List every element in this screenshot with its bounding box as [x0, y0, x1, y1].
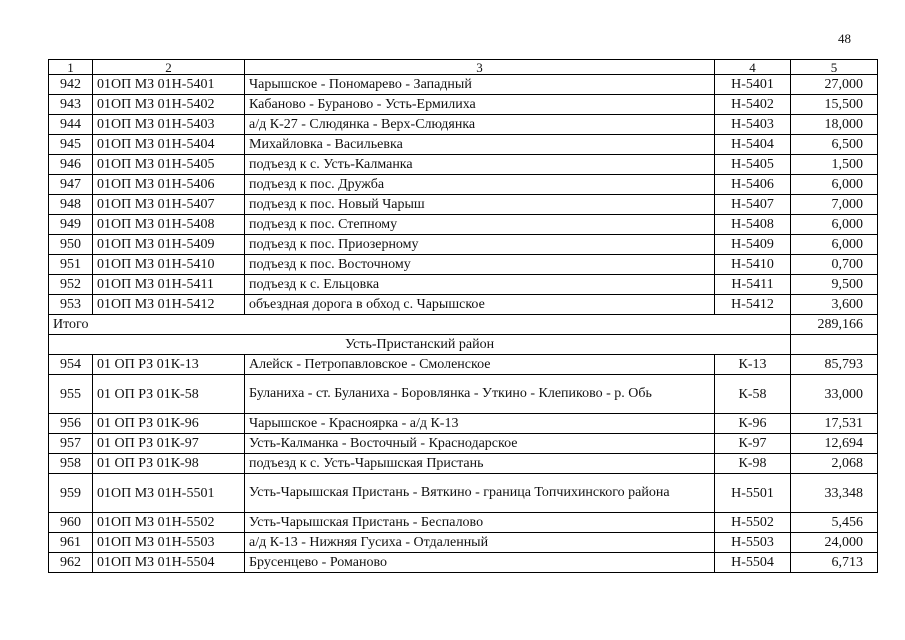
road-id: К-96: [715, 414, 791, 434]
road-id: Н-5412: [715, 295, 791, 315]
road-code: 01ОП МЗ 01Н-5404: [93, 135, 245, 155]
table-row: [49, 155, 878, 175]
table-row: [49, 454, 878, 474]
column-header: 5: [791, 60, 878, 75]
road-code: 01 ОП РЗ 01К-58: [93, 375, 245, 414]
road-name: подъезд к с. Усть-Чарышская Пристань: [245, 454, 715, 474]
road-name: Алейск - Петропавловское - Смоленское: [245, 355, 715, 375]
road-name: подъезд к с. Усть-Калманка: [245, 155, 715, 175]
road-name: Михайловка - Васильевка: [245, 135, 715, 155]
road-id: Н-5410: [715, 255, 791, 275]
road-code: 01ОП МЗ 01Н-5412: [93, 295, 245, 315]
section-title: Усть-Пристанский район: [49, 335, 791, 355]
row-number: 953: [49, 295, 93, 315]
road-code: 01 ОП РЗ 01К-13: [93, 355, 245, 375]
row-number: 949: [49, 215, 93, 235]
empty-cell: [791, 335, 878, 355]
table-row: [49, 215, 878, 235]
road-name: Буланиха - ст. Буланиха - Боровлянка - Уткино - Клепиково - р. Обь: [245, 375, 715, 414]
road-id: Н-5404: [715, 135, 791, 155]
road-code: 01 ОП РЗ 01К-96: [93, 414, 245, 434]
road-length: 12,694: [791, 434, 878, 454]
road-length: 9,500: [791, 275, 878, 295]
road-length: 6,000: [791, 175, 878, 195]
road-name: объездная дорога в обход с. Чарышское: [245, 295, 715, 315]
table-row: [49, 195, 878, 215]
road-name: Усть-Чарышская Пристань - Вяткино - граница Топчихинского района: [245, 474, 715, 513]
road-name: Кабаново - Бураново - Усть-Ермилиха: [245, 95, 715, 115]
table-row: [49, 75, 878, 95]
road-length: 33,348: [791, 474, 878, 513]
section-row: [49, 335, 878, 355]
table-row: [49, 295, 878, 315]
column-header: 2: [93, 60, 245, 75]
road-length: 0,700: [791, 255, 878, 275]
row-number: 950: [49, 235, 93, 255]
road-length: 7,000: [791, 195, 878, 215]
table-row: [49, 175, 878, 195]
road-id: Н-5409: [715, 235, 791, 255]
road-name: подъезд к пос. Приозерному: [245, 235, 715, 255]
row-number: 952: [49, 275, 93, 295]
table-row: [49, 95, 878, 115]
row-number: 945: [49, 135, 93, 155]
road-id: К-97: [715, 434, 791, 454]
road-id: Н-5408: [715, 215, 791, 235]
road-code: 01ОП МЗ 01Н-5406: [93, 175, 245, 195]
road-length: 3,600: [791, 295, 878, 315]
road-name: подъезд к пос. Восточному: [245, 255, 715, 275]
road-id: Н-5504: [715, 553, 791, 573]
road-code: 01 ОП РЗ 01К-97: [93, 434, 245, 454]
row-number: 951: [49, 255, 93, 275]
road-id: К-58: [715, 375, 791, 414]
road-length: 17,531: [791, 414, 878, 434]
road-length: 5,456: [791, 513, 878, 533]
road-id: К-13: [715, 355, 791, 375]
table-row: [49, 513, 878, 533]
road-name: Чарышское - Пономарево - Западный: [245, 75, 715, 95]
road-name: подъезд к пос. Степному: [245, 215, 715, 235]
road-name: подъезд к пос. Дружба: [245, 175, 715, 195]
row-number: 957: [49, 434, 93, 454]
column-header: 3: [245, 60, 715, 75]
road-id: Н-5501: [715, 474, 791, 513]
road-length: 85,793: [791, 355, 878, 375]
row-number: 960: [49, 513, 93, 533]
table-row: [49, 414, 878, 434]
row-number: 948: [49, 195, 93, 215]
road-length: 15,500: [791, 95, 878, 115]
roads-table: [48, 59, 878, 573]
road-id: К-98: [715, 454, 791, 474]
road-name: Усть-Калманка - Восточный - Краснодарское: [245, 434, 715, 454]
total-row: [49, 315, 878, 335]
table-row: [49, 115, 878, 135]
table-row: [49, 355, 878, 375]
table-row: [49, 553, 878, 573]
row-number: 958: [49, 454, 93, 474]
road-id: Н-5401: [715, 75, 791, 95]
road-code: 01ОП МЗ 01Н-5403: [93, 115, 245, 135]
row-number: 955: [49, 375, 93, 414]
table-row: [49, 375, 878, 414]
road-code: 01ОП МЗ 01Н-5502: [93, 513, 245, 533]
road-code: 01ОП МЗ 01Н-5407: [93, 195, 245, 215]
road-name: Чарышское - Красноярка - а/д К-13: [245, 414, 715, 434]
road-name: подъезд к пос. Новый Чарыш: [245, 195, 715, 215]
table-row: [49, 474, 878, 513]
road-length: 6,500: [791, 135, 878, 155]
row-number: 959: [49, 474, 93, 513]
total-label: Итого: [49, 315, 791, 335]
road-id: Н-5407: [715, 195, 791, 215]
road-code: 01ОП МЗ 01Н-5405: [93, 155, 245, 175]
total-value: 289,166: [791, 315, 878, 335]
road-code: 01ОП МЗ 01Н-5402: [93, 95, 245, 115]
road-code: 01ОП МЗ 01Н-5410: [93, 255, 245, 275]
row-number: 942: [49, 75, 93, 95]
road-id: Н-5503: [715, 533, 791, 553]
row-number: 961: [49, 533, 93, 553]
road-id: Н-5411: [715, 275, 791, 295]
row-number: 947: [49, 175, 93, 195]
table-row: [49, 235, 878, 255]
road-name: Усть-Чарышская Пристань - Беспалово: [245, 513, 715, 533]
table-row: [49, 275, 878, 295]
road-code: 01ОП МЗ 01Н-5504: [93, 553, 245, 573]
road-length: 6,000: [791, 235, 878, 255]
road-code: 01ОП МЗ 01Н-5503: [93, 533, 245, 553]
road-code: 01ОП МЗ 01Н-5401: [93, 75, 245, 95]
column-header: 1: [49, 60, 93, 75]
road-id: Н-5406: [715, 175, 791, 195]
table-row: [49, 533, 878, 553]
road-length: 6,713: [791, 553, 878, 573]
road-length: 18,000: [791, 115, 878, 135]
road-id: Н-5502: [715, 513, 791, 533]
road-length: 6,000: [791, 215, 878, 235]
road-length: 2,068: [791, 454, 878, 474]
road-code: 01 ОП РЗ 01К-98: [93, 454, 245, 474]
table-row: [49, 135, 878, 155]
header-row: [49, 60, 878, 75]
road-id: Н-5403: [715, 115, 791, 135]
page-number: 48: [838, 31, 851, 46]
road-id: Н-5402: [715, 95, 791, 115]
row-number: 944: [49, 115, 93, 135]
road-code: 01ОП МЗ 01Н-5501: [93, 474, 245, 513]
column-header: 4: [715, 60, 791, 75]
road-length: 33,000: [791, 375, 878, 414]
row-number: 943: [49, 95, 93, 115]
table-row: [49, 255, 878, 275]
road-name: подъезд к с. Ельцовка: [245, 275, 715, 295]
road-name: а/д К-13 - Нижняя Гусиха - Отдаленный: [245, 533, 715, 553]
table-row: [49, 434, 878, 454]
road-length: 27,000: [791, 75, 878, 95]
row-number: 946: [49, 155, 93, 175]
road-id: Н-5405: [715, 155, 791, 175]
row-number: 956: [49, 414, 93, 434]
road-code: 01ОП МЗ 01Н-5408: [93, 215, 245, 235]
road-code: 01ОП МЗ 01Н-5411: [93, 275, 245, 295]
road-name: а/д К-27 - Слюдянка - Верх-Слюдянка: [245, 115, 715, 135]
road-name: Брусенцево - Романово: [245, 553, 715, 573]
row-number: 954: [49, 355, 93, 375]
road-length: 24,000: [791, 533, 878, 553]
road-length: 1,500: [791, 155, 878, 175]
row-number: 962: [49, 553, 93, 573]
road-code: 01ОП МЗ 01Н-5409: [93, 235, 245, 255]
